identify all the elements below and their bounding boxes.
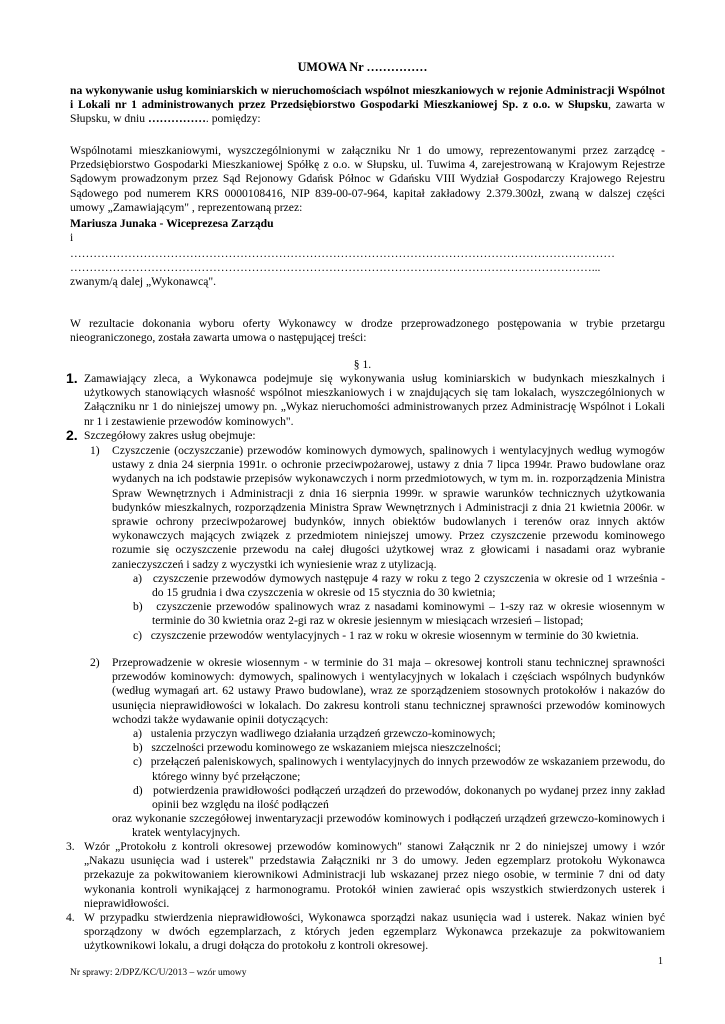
point-text: Wzór „Protokołu z kontroli okresowej przewodów kominowych" stanowi Załącznik nr 2 do niniejszej umowy i wzór „Nakazu usunięcia wad i usterek" przedstawia Załączniki nr 3 do umowy. Jeden egzemplarz protokołu Wykonawca przekazuje za pokwitowaniem kierownikowi Administracji lub wskazanej przez niego osobie, w terminie 7 dni od daty wykonania kontroli wynikającej z harmonogramu. Protokół winien zawierać opis wszystkich stwierdzonych usterek i nieprawidłowości.	[84, 840, 665, 910]
date-placeholder: ……………	[147, 112, 206, 126]
contractor-dots-line-2: ………………………………………………………………………………………………………………………...	[70, 261, 601, 274]
main-points	[66, 370, 665, 443]
item-label: b)	[133, 600, 143, 614]
subpoints-2	[90, 656, 665, 841]
item-text: potwierdzenia prawidłowości podłączeń urządzeń do przewodów, dokonanych po wydanej przez inny zakład opinii bez względu na ilość podłączeń	[152, 783, 665, 812]
point-number: 2.	[66, 426, 78, 443]
list-item	[112, 784, 665, 812]
item-text: przełączeń paleniskowych, spalinowych i wentylacyjnych do innych przewodów ze wskazaniem przewodu, do którego winny być przełączone;	[150, 755, 665, 783]
subpoint-number: 1)	[90, 444, 100, 457]
item-label: a)	[133, 727, 143, 741]
list-item	[66, 426, 665, 443]
contractor-designation: zwanym/ą dalej „Wykonawcą".	[70, 275, 216, 288]
list-item	[90, 656, 665, 841]
point-text: Szczegółowy zakres usług obejmuje:	[84, 428, 256, 442]
point-number: 3.	[66, 840, 75, 853]
contract-subject	[70, 84, 665, 127]
case-number-footer: Nr sprawy: 2/DPZ/KC/U/2013 – wzór umowy	[70, 968, 247, 978]
main-points-continued	[66, 840, 665, 954]
item-text: czyszczenie przewodów dymowych następuje 4 razy w roku z tego 2 czyszczenia w okresie od 1 września - do 15 grudnia i dwa czyszczenia w okresie od 15 stycznia do 30 kwietnia;	[152, 571, 666, 600]
point-text: Zamawiający zleca, a Wykonawca podejmuje się wykonywania usług kominiarskich w budynkach mieszkalnych i użytkowych stanowiących własność wspólnot mieszkaniowych i w znajdujących się tam lokalach, wyszczególnionych w Załączniku nr 1 do niniejszej umowy pn. „Wykaz nieruchomości administrowanych przez Administrację Wspólnot i Lokali nr 1 i zestawienie przewodów kominowych".	[84, 372, 665, 428]
and-text: i	[70, 231, 74, 244]
item-text: czyszczenie przewodów spalinowych wraz z nasadami kominowymi – 1-szy raz w okresie wiosennym w terminie do 30 kwietnia oraz 2-gi raz w okresie jesiennym w miesiącach wrzesień – listopad;	[152, 600, 665, 628]
list-item	[112, 600, 665, 628]
list-item	[90, 444, 666, 643]
item-label: a)	[133, 571, 143, 585]
concluded-text: , zawarta w Słupsku, w dniu	[70, 98, 666, 126]
list-item	[112, 629, 665, 643]
item-label: d)	[133, 783, 143, 797]
subpoint-1-items	[112, 572, 665, 643]
point-text: W przypadku stwierdzenia nieprawidłowości, Wykonawca sporządzi nakaz usunięcia wad i usterek. Nakaz winien być sporządzony w dwóch egzemplarzach, z których jeden egzemplarz Wykonawca przekazuje za pokwitowaniem użytkownikowi lokalu, a drugi dołącza do protokołu z kontroli okresowej.	[84, 911, 665, 953]
section-mark: § 1.	[353, 358, 372, 371]
list-item	[66, 911, 665, 954]
subject-text: na wykonywanie usług kominiarskich w nieruchomościach wspólnot mieszkaniowych w rejonie Administracji Wspólnot i Lokali nr 1 administrowanych przez Przedsiębiorstwo Gospodarki Mieszkaniowej Sp. z o.o. w Słupsku	[70, 84, 665, 112]
item-text: szczelności przewodu kominowego ze wskazaniem miejsca nieszczelności;	[151, 741, 501, 755]
contract-title: UMOWA Nr ……………	[297, 60, 428, 74]
item-label: c)	[133, 755, 143, 769]
point-number: 4.	[66, 911, 75, 925]
list-item	[112, 572, 665, 600]
item-text: czyszczenie przewodów wentylacyjnych - 1 raz w roku w okresie wiosennym w terminie do 30 kwietnia.	[150, 628, 639, 642]
page-number: 1	[658, 956, 663, 967]
subpoint-2-tail: oraz wykonanie szczegółowej inwentaryzacji przewodów kominowych i podłączeń urządzeń grzewczo-kominowych i kratek wentylacyjnych.	[112, 812, 665, 840]
list-item	[112, 727, 665, 741]
item-label: b)	[133, 741, 143, 755]
subpoint-2-items	[112, 727, 665, 812]
party-ordering: Wspólnotami mieszkaniowymi, wyszczególnionymi w załączniku Nr 1 do umowy, reprezentowanymi przez zarządcę - Przedsiębiorstwo Gospodarki Mieszkaniowej Spółkę z o.o. w Słupsku, ul. Tuwima 4, zarejestrowaną w Krajowym Rejestrze Sądowym prowadzonym przez Sąd Rejonowy Gdańsk Północ w Gdańsku VIII Wydział Gospodarczy Krajowego Rejestru Sądowego pod numerem KRS 0000108416, NIP 839-00-07-964, kapitał zakładowy 2.379.300zł, zwaną w dalszej części umowy „Zamawiającym" , reprezentowaną przez:	[70, 144, 665, 214]
list-item	[112, 741, 665, 755]
list-item	[66, 370, 665, 429]
subpoints-1	[90, 444, 666, 643]
between-text: . pomiędzy:	[205, 112, 261, 126]
item-text: ustalenia przyczyn wadliwego działania urządzeń grzewczo-kominowych;	[150, 727, 496, 741]
contractor-dots-line-1: ……………………………………………………………………………………………………………………………	[70, 247, 615, 260]
list-item	[112, 755, 665, 783]
subpoint-text: Czyszczenie (oczyszczanie) przewodów kominowych dymowych, spalinowych i wentylacyjnych według wymogów ustawy z dnia 24 sierpnia 1991r. o ochronie przeciwpożarowej, ustawy z dnia 7 lipca 1994r. Prawo budowlane oraz wydanych na ich podstawie przepisów wykonawczych i norm przedmiotowych, w tym m. in. rozporządzenia Ministra Spraw Wewnętrznych i Administracji z dnia 16 sierpnia 1999r. w sprawie warunków technicznych użytkowania budynków mieszkalnych, rozporządzenia Ministra Spraw Wewnętrznych i Administracji z dnia 21 kwietnia 2006r. w sprawie ochrony przeciwpożarowej budynków, innych obiektów budowlanych i terenów oraz innych aktów wykonawczych mających związek z przedmiotem niniejszej umowy. Przez czyszczenie przewodu kominowego rozumie się oczyszczenie przewodu na całej długości użytkowej wraz z głowicami i nasadami oraz wybranie zanieczyszczeń i sadzy z wyczystki ich wyniesienie wraz z utylizacją.	[112, 444, 665, 571]
intro-paragraph: W rezultacie dokonania wyboru oferty Wykonawcy w drodze przeprowadzonego postępowania w trybie przetargu nieograniczonego, została zawarta umowa o następującej treści:	[70, 317, 665, 345]
list-item	[66, 840, 665, 911]
subpoint-number: 2)	[90, 656, 100, 669]
item-label: c)	[133, 628, 143, 642]
subpoint-text: Przeprowadzenie w okresie wiosennym - w terminie do 31 maja – okresowej kontroli stanu technicznej sprawności przewodów kominowych: dymowych, spalinowych i wentylacyjnych w lokalach i częściach wspólnych budynków (według wymagań art. 62 ustawy Prawo budowlane), wraz ze sporządzeniem stosownych protokołów i nakazów do usunięcia nieprawidłowości w lokalach. Do zakresu kontroli stanu technicznej sprawności przewodów kominowych wchodzi także wydawanie opinii dotyczących:	[112, 656, 665, 726]
representative: Mariusza Junaka - Wiceprezesa Zarządu	[70, 217, 274, 230]
point-number: 1.	[66, 370, 78, 386]
